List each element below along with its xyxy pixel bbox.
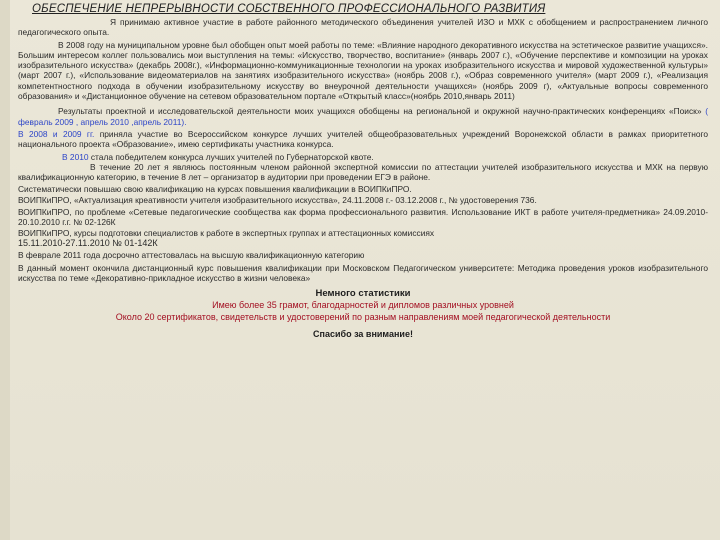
paragraph-course-3-dates: 15.11.2010-27.11.2010 № 01-142К (18, 237, 158, 248)
paragraph-experience: В 2008 году на муниципальном уровне был обобщен опыт моей работы по теме: «Влияние народного декоративного искусства на эстетическое развитие учащихся». Большим интересом коллег пользовались мои выступления на темы: «Искусство, творчество, воспитание» (январь 2007 г.), «Обучение перспективе и композиции на уроках изобразительного искусства» (декабрь 2008г.), «Информационно-коммуникационные технологии на уроках изобразительного искусства и мировой художественной культуры» (март 2007 г.), «Использование видеоматериалов на занятиях изобразительного искусства» (ноябрь 2008 г.), «Образ современного учителя» (март 2009 г.), «Реализация компетентностного подхода в обучении изобразительному искусству во внеурочной деятельности учащихся» (ноябрь 2009 г), «Актуальные вопросы современного образования» и «Дистанционное обучение на сетевом образовательном портале «Открытый класс»(ноябрь 2010,январь 2011) (18, 39, 708, 102)
statistics-item-awards: Имею более 35 грамот, благодарностей и дипломов различных уровней (212, 300, 514, 311)
statistics-item-certificates: Около 20 сертификатов, свидетельств и удостоверений по разным направлениям моей педагогической деятельности (115, 311, 611, 322)
paragraph-winner (18, 152, 708, 162)
winner-text: стала победителем конкурса лучших учителей по Губернаторской квоте. (88, 151, 374, 162)
slide-content (18, 2, 708, 340)
projects-text: Результаты проектной и исследовательской деятельности моих учащихся обобщены на региональной и окружной научно-практических конференциях «Поиск» (58, 106, 706, 117)
paragraph-contest (18, 129, 708, 150)
contest-years: В 2008 и 2009 гг. (18, 128, 95, 139)
statistics-section (18, 287, 708, 340)
paragraph-course-2: ВОИПКиПРО, по проблеме «Сетевые педагогические сообщества как форма профессионального развития. Использование ИКТ в работе учителя-предметника» 24.09.2010-20.10.2010 г.г. № 02-126К (18, 207, 708, 228)
slide-edge (0, 0, 10, 540)
paragraph-participation: Я принимаю активное участие в работе районного методического объединения учителей ИЗО и МХК с обобщением и распространением личного педагогического опыта. (18, 17, 708, 38)
projects-dates: ( февраль 2009 , апрель 2010 ,апрель 2011). (18, 106, 708, 127)
thanks-text: Спасибо за внимание! (313, 329, 413, 340)
paragraph-distance-course: В данный момент окончила дистанционный курс повышения квалификации при Московском Педагогическом университете: Методика проведения уроков изобразительного искусства по теме «Декоративно-прикладное искусство в жизни человека» (18, 262, 708, 283)
paragraph-course-3: ВОИПКиПРО, курсы подготовки специалистов к работе в экспертных группах и аттестационных комиссиях (18, 227, 435, 238)
paragraph-qualification: Систематически повышаю свою квалификацию на курсах повышения квалификации в ВОИПКиПРО. (18, 184, 412, 195)
paragraph-attestation: В феврале 2011 года досрочно аттестовалась на высшую квалификационную категорию (18, 250, 365, 261)
paragraph-commission: В течение 20 лет я являюсь постоянным членом районной экспертной комиссии по аттестации учителей изобразительного искусства и МХК на первую квалификационную категорию, в течение 8 лет – организатор в аудитории при проведении ЕГЭ в районе. (18, 161, 708, 183)
winner-year: В 2010 (62, 151, 89, 162)
paragraph-projects (18, 106, 708, 127)
statistics-heading: Немного статистики (315, 288, 411, 300)
slide-title: ОБЕСПЕЧЕНИЕ НЕПРЕРЫВНОСТИ СОБСТВЕННОГО ПРОФЕССИОНАЛЬНОГО РАЗВИТИЯ (32, 3, 546, 15)
contest-text: приняла участие во Всероссийском конкурсе лучших учителей общеобразовательных учреждений Воронежской области в рамках приоритетного национального проекта «Образование», имею сертификаты участника конкурса. (18, 128, 708, 150)
paragraph-course-1: ВОИПКиПРО, «Актуализация креативности учителя изобразительного искусства», 24.11.2008 г.- 03.12.2008 г., № удостоверения 736. (18, 194, 537, 205)
body-text (18, 17, 708, 283)
